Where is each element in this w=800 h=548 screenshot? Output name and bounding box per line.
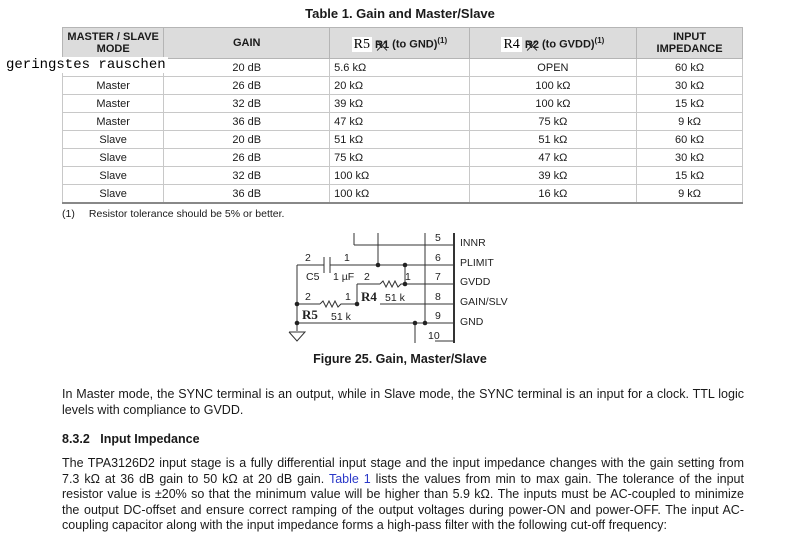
cell-r-gvdd: 100 kΩ (469, 77, 636, 95)
cell-r-gvdd: 39 kΩ (469, 167, 636, 185)
cell-gain: 36 dB (164, 185, 330, 204)
cell-gain: 32 dB (164, 167, 330, 185)
pin-name: GAIN/SLV (460, 296, 508, 308)
r4-pin: 1 (405, 271, 411, 283)
cell-gain: 26 dB (164, 149, 330, 167)
cell-r-gvdd: 51 kΩ (469, 131, 636, 149)
cell-impedance: 15 kΩ (637, 167, 743, 185)
table-row (63, 77, 743, 95)
r5-overlay: R5 (302, 307, 318, 322)
cell-r-gvdd: 16 kΩ (469, 185, 636, 204)
table-row (63, 113, 743, 131)
r5-value: 51 k (331, 311, 351, 323)
header-r-gnd (330, 28, 470, 59)
cell-r-gnd: 100 kΩ (330, 185, 470, 204)
cell-gain: 20 dB (164, 59, 330, 77)
cell-impedance: 30 kΩ (637, 149, 743, 167)
annotation-label: geringstes rauschen (6, 57, 166, 73)
r5-resistor (320, 301, 357, 307)
cell-r-gnd: 47 kΩ (330, 113, 470, 131)
r-gvdd-label: (to GVDD) (542, 38, 595, 51)
r5-pin: 1 (345, 291, 351, 303)
schematic-diagram (280, 228, 530, 348)
ground-icon (289, 332, 305, 341)
pin-name: INNR (460, 237, 486, 249)
cell-mode: Master (63, 77, 164, 95)
cell-r-gnd: 20 kΩ (330, 77, 470, 95)
para-text: lists the values from min to max gain. The tolerance of the input resistor value is ±20% so that the minimum value will be higher than 5.9 kΩ. The inputs must be AC-coupled to minimize the output DC-offset and ensure correct ramping of the output voltages during power-ON and power-OFF. The input AC-coupling capacitor along with the input impedance forms a high-pass filter with the following cut-off frequency: (62, 471, 744, 532)
cell-r-gnd: 51 kΩ (330, 131, 470, 149)
cell-mode: Slave (63, 149, 164, 167)
figure-caption: Figure 25. Gain, Master/Slave (313, 352, 487, 366)
table-row (63, 131, 743, 149)
gain-table (62, 27, 743, 204)
footnote-ref: (1) (594, 36, 605, 46)
cell-impedance: 15 kΩ (637, 95, 743, 113)
cap-ref: C5 (306, 271, 320, 283)
r-gnd-label: (to GND) (392, 38, 438, 51)
cell-gain: 36 dB (164, 113, 330, 131)
paragraph-input-impedance (62, 456, 744, 534)
header-impedance: INPUT IMPEDANCE (637, 28, 743, 59)
header-mode: MASTER / SLAVE MODE (63, 28, 164, 59)
cell-r-gnd: 39 kΩ (330, 95, 470, 113)
footnote (62, 208, 284, 220)
section-heading (62, 432, 200, 446)
r5-overlay-label: R5 (353, 36, 370, 52)
cell-r-gnd: 5.6 kΩ (330, 59, 470, 77)
cap-pin: 2 (305, 252, 311, 264)
struck-r1-label: R1 (375, 38, 390, 51)
cell-impedance: 9 kΩ (637, 185, 743, 204)
pin-name: GVDD (460, 276, 491, 288)
cell-r-gvdd: 100 kΩ (469, 95, 636, 113)
cell-r-gvdd: OPEN (469, 59, 636, 77)
cell-mode: Slave (63, 131, 164, 149)
para-text: The TPA3126D2 input stage is a fully differential input stage and the input impedance changes with the gain setting from 7.3 kΩ at 36 dB gain to 50 kΩ at 20 dB gain. (62, 456, 744, 486)
footnote-number: (1) (62, 208, 75, 220)
pin-num: 6 (435, 252, 441, 264)
section-title: Input Impedance (100, 432, 200, 446)
header-gain: GAIN (164, 28, 330, 59)
table-row (63, 167, 743, 185)
table-header-row (63, 28, 743, 59)
junction-dot (355, 302, 360, 307)
struck-r2-label: R2 (524, 38, 539, 51)
table-row (63, 149, 743, 167)
pin-num: 7 (435, 271, 441, 283)
r4-value: 51 k (385, 292, 405, 304)
section-number: 8.3.2 (62, 432, 90, 446)
pin-num: 9 (435, 310, 441, 322)
junction-dot (295, 302, 300, 307)
cell-impedance: 60 kΩ (637, 59, 743, 77)
cell-gain: 26 dB (164, 77, 330, 95)
table-row (63, 185, 743, 204)
paragraph-sync: In Master mode, the SYNC terminal is an output, while in Slave mode, the SYNC terminal is an input for a clock. TTL logic levels with compliance to GVDD. (62, 387, 744, 417)
r5-pin: 2 (305, 291, 311, 303)
cell-r-gnd: 75 kΩ (330, 149, 470, 167)
cell-impedance: 60 kΩ (637, 131, 743, 149)
junction-dot (295, 321, 300, 326)
cap-pin: 1 (344, 252, 350, 264)
cell-mode: Master (63, 95, 164, 113)
pin-num: 10 (428, 330, 440, 342)
cell-r-gvdd: 75 kΩ (469, 113, 636, 131)
cell-gain: 32 dB (164, 95, 330, 113)
junction-dot (423, 321, 428, 326)
r4-resistor (380, 281, 404, 287)
pin-name: GND (460, 316, 484, 328)
cell-mode: Slave (63, 167, 164, 185)
pin-num: 5 (435, 232, 441, 244)
r4-pin: 2 (364, 271, 370, 283)
cell-mode: Slave (63, 185, 164, 204)
junction-dot (413, 321, 418, 326)
table-title: Table 1. Gain and Master/Slave (305, 6, 495, 21)
footnote-ref: (1) (437, 36, 448, 46)
pin-name: PLIMIT (460, 257, 494, 269)
cell-impedance: 30 kΩ (637, 77, 743, 95)
pin-num: 8 (435, 291, 441, 303)
footnote-text: Resistor tolerance should be 5% or better. (88, 208, 285, 220)
junction-dot (376, 263, 381, 268)
cell-r-gnd: 100 kΩ (330, 167, 470, 185)
cap-value: 1 µF (333, 271, 355, 283)
cell-r-gvdd: 47 kΩ (469, 149, 636, 167)
r4-overlay: R4 (361, 289, 377, 304)
header-r-gvdd (469, 28, 636, 59)
cell-impedance: 9 kΩ (637, 113, 743, 131)
table-1-link[interactable]: Table 1 (328, 471, 371, 486)
junction-dot (403, 263, 408, 268)
cell-gain: 20 dB (164, 131, 330, 149)
r4-overlay-label: R4 (503, 36, 520, 52)
cell-mode: Master (63, 113, 164, 131)
table-row (63, 95, 743, 113)
